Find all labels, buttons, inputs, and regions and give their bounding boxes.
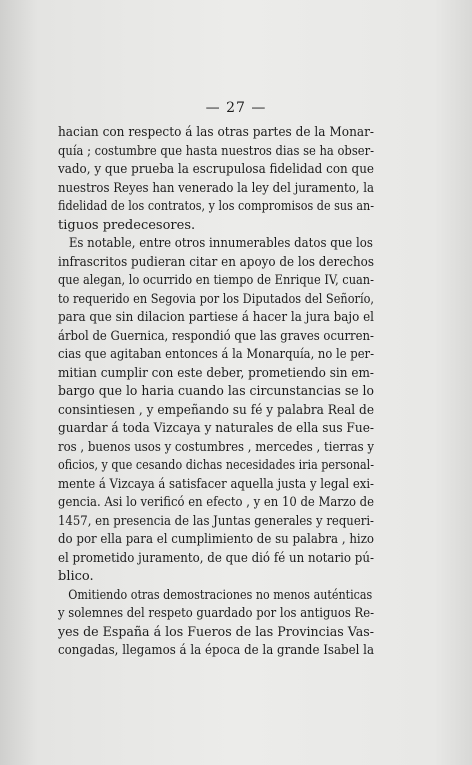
text-line: gencia. Asi lo verificó en efecto , y en 10 de Marzo de [58,495,375,510]
text-line: consintiesen , y empeñando su fé y palabra Real de [58,402,375,418]
text-line: hacian con respecto á las otras partes de la Monar- [58,125,374,140]
text-line: para que sin dilacion partiese á hacer la jura bajo el [58,310,375,325]
text-line: infrascritos pudieran citar en apoyo de los derechos [58,254,374,270]
text-line: quía ; costumbre que hasta nuestros dias se ha obser- [58,143,375,159]
text-line: tiguos predecesores. [58,217,196,233]
text-line: árbol de Guernica, respondió que las graves ocurren- [58,328,374,344]
text-line: oficios, y que cesando dichas necesidades iria personal- [58,458,375,473]
text-line: yes de España á los Fueros de las Provincias Vas- [58,624,375,640]
text-line: y solemnes del respeto guardado por los antiguos Re- [58,606,375,621]
text-line: que alegan, lo ocurrido en tiempo de Enrique IV, cuan- [58,273,374,288]
body-text [58,124,374,661]
text-line: congadas, llegamos á la época de la grande Isabel la [58,643,375,658]
text-line: Es notable, entre otros innumerables datos que los [68,236,373,251]
text-line: mente á Vizcaya á satisfacer aquella justa y legal exi- [58,476,375,492]
text-line: el prometido juramento, de que dió fé un notario pú- [58,550,374,566]
text-line: nuestros Reyes han venerado la ley del juramento, la [58,180,375,196]
text-line: ros , buenos usos y costumbres , mercedes , tierras y [58,439,374,455]
text-line: mitian cumplir con este deber, prometiendo sin em- [58,365,374,381]
text-line: blico. [58,569,94,584]
page-number: — 27 — [205,100,267,116]
text-line: Omitiendo otras demostraciones no menos auténticas [68,587,373,603]
text-line: to requerido en Segovia por los Diputados del Señorío, [58,291,375,307]
text-line: bargo que lo haria cuando las circunstancias se lo [58,384,374,399]
text-line: do por ella para el cumplimiento de su palabra , hizo [58,532,375,547]
text-line: fidelidad de los contratos, y los compromisos de sus an- [58,199,374,214]
text-line: guardar á toda Vizcaya y naturales de ella sus Fue- [58,421,375,436]
text-line: vado, y que prueba la escrupulosa fidelidad con que [58,162,374,177]
text-line: 1457, en presencia de las Juntas generales y requeri- [58,513,375,529]
text-line: cias que agitaban entonces á la Monarquía, no le per- [58,347,374,362]
